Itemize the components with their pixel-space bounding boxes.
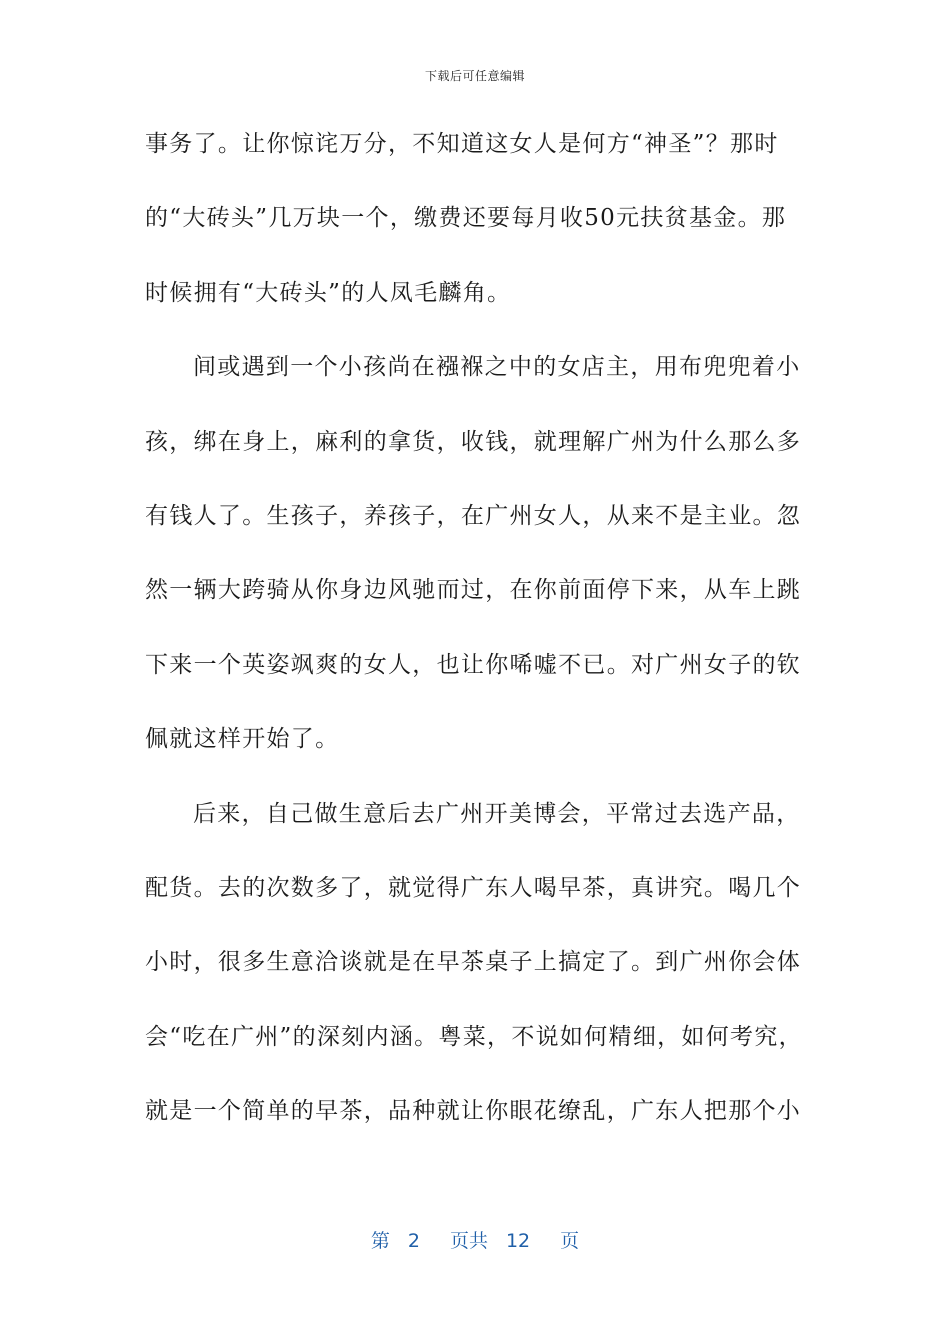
text-line: 然一辆大跨骑从你身边风驰而过，在你前面停下来，从车上跳 — [145, 577, 802, 604]
text-line: 间或遇到一个小孩尚在襁褓之中的女店主，用布兜兜着小 — [193, 354, 801, 381]
page-header: 下载后可任意编辑 — [424, 69, 525, 83]
text-line: 下来一个英姿飒爽的女人，也让你唏嘘不已。对广州女子的钦 — [145, 651, 802, 678]
footer-di: 第 — [370, 1230, 390, 1252]
footer-ye-gong: 页共 — [449, 1230, 488, 1252]
text-line: 事务了。让你惊诧万分，不知道这女人是何方“神圣”？那时 — [145, 131, 779, 157]
page-footer — [0, 1226, 950, 1253]
paragraph — [145, 120, 810, 343]
footer-page-number: 2 — [407, 1230, 420, 1252]
text-line: 的“大砖头”几万块一个，缴费还要每月收50元扶贫基金。那 — [145, 205, 787, 232]
text-line: 孩，绑在身上，麻利的拿货，收钱，就理解广州为什么那么多 — [145, 428, 802, 455]
footer-total-pages: 12 — [505, 1230, 531, 1252]
paragraph — [145, 343, 810, 789]
footer-ye: 页 — [560, 1230, 580, 1252]
paragraph — [145, 790, 810, 1162]
text-line: 后来，自己做生意后去广州开美博会，平常过去选产品， — [193, 800, 801, 827]
text-line: 有钱人了。生孩子，养孩子，在广州女人，从来不是主业。忽 — [145, 502, 802, 529]
text-line: 时候拥有“大砖头”的人凤毛麟角。 — [145, 279, 512, 306]
text-line: 会“吃在广州”的深刻内涵。粤菜，不说如何精细，如何考究， — [145, 1023, 803, 1050]
text-line: 佩就这样开始了。 — [145, 726, 340, 753]
text-line: 配货。去的次数多了，就觉得广东人喝早茶，真讲究。喝几个 — [145, 874, 802, 901]
text-line: 小时，很多生意洽谈就是在早茶桌子上搞定了。到广州你会体 — [145, 949, 802, 976]
document-body — [145, 120, 810, 1161]
text-line: 就是一个简单的早茶，品种就让你眼花缭乱，广东人把那个小 — [145, 1098, 802, 1125]
